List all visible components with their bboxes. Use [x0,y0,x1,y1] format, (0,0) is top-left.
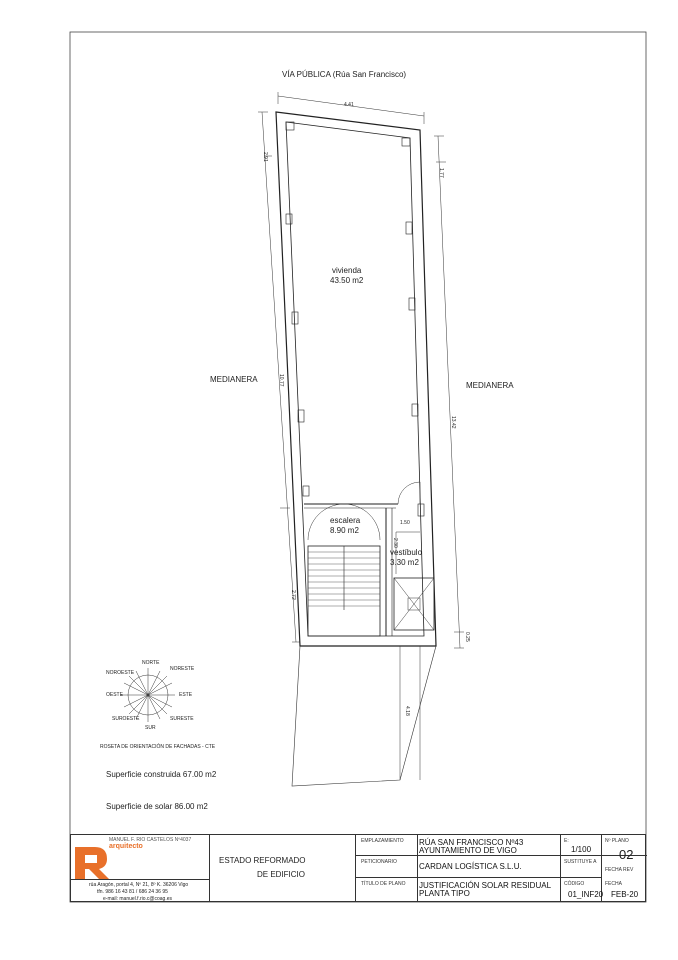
escala-value: 1/100 [571,845,592,854]
dimension-line-right [438,136,460,648]
plot-outline [292,646,436,786]
address-line3: e-mail: manuel.f.rio.c@coag.es [103,896,172,902]
titulo-line1: JUSTIFICACIÓN SOLAR RESIDUAL [419,881,552,890]
street-label: VÍA PÚBLICA (Rúa San Francisco) [282,70,407,79]
codigo-label: CÓDIGO [564,881,585,887]
plano-value: 02 [619,847,634,862]
compass-rose [121,668,175,722]
fecha-label: FECHA [605,881,622,887]
logo-mark [73,845,111,879]
surface-plot: Superficie de solar 86.00 m2 [106,802,208,811]
plano-label: Nº PLANO [605,838,629,844]
dim-left-lower: 2.72 [290,590,296,600]
dim-left-upper: 2.91 [262,152,268,162]
dim-right-upper: 1.77 [438,168,444,178]
dim-vestibulo-height: 2.30 [392,538,398,548]
dim-vestibulo-width: 1.50 [400,520,410,526]
codigo-value: 01_INF20 [568,890,604,899]
room-escalera-area: 8.90 m2 [330,526,359,535]
medianera-right: MEDIANERA [466,381,514,390]
door-swing-vivienda [398,482,420,504]
room-escalera-name: escalera [330,516,361,525]
compass-west: OESTE [106,692,123,698]
room-vivienda-area: 43.50 m2 [330,276,364,285]
state-line1: ESTADO REFORMADO [219,856,306,865]
peticionario-value: CARDAN LOGÍSTICA S.L.U. [419,862,522,871]
fecha-rev-label: FECHA REV [605,867,634,873]
escala-label: E: [564,838,569,844]
sustituye-label: SUSTITUYE A [564,859,597,865]
address-line2: tfn. 986 16 43 81 / 686 24 36 95 [97,889,168,895]
dim-left-main: 10.77 [278,374,284,387]
emplazamiento-line1: RÚA SAN FRANCISCO Nº43 [419,838,524,847]
medianera-left: MEDIANERA [210,375,258,384]
compass-southeast: SURESTE [170,716,194,722]
dim-right-yard: 4.18 [404,706,410,716]
emplazamiento-label: EMPLAZAMIENTO [361,838,404,844]
surface-built: Superficie construida 67.00 m2 [106,770,217,779]
compass-northeast: NORESTE [170,666,195,672]
peticionario-label: PETICIONARIO [361,859,397,865]
compass-southwest: SUROESTE [112,716,140,722]
dim-top-width: 4.41 [344,102,354,108]
dim-right-small: 0.25 [464,632,470,642]
architect-name: MANUEL F. RIO CASTELOS Nº4037 [109,837,192,843]
titulo-label: TÍTULO DE PLANO [361,881,406,887]
dim-right-main: 13.42 [450,416,456,429]
fecha-value: FEB-20 [611,890,639,899]
room-vivienda-name: vivienda [332,266,362,275]
architect-role: arquitecto [109,843,143,850]
room-vestibulo-name: vestíbulo [390,548,423,557]
architect-logo [73,845,111,879]
emplazamiento-line2: AYUNTAMIENTO DE VIGO [419,846,517,855]
room-vestibulo-area: 3.30 m2 [390,558,419,567]
titulo-line2: PLANTA TIPO [419,889,470,898]
compass-south: SUR [145,725,156,731]
title-block [70,834,646,902]
address-line1: rúa Aragón, portal 4, Nº 21, 8º K. 36206 Vigo [89,882,189,888]
compass-northwest: NOROESTE [106,670,135,676]
compass-north: NORTE [142,660,160,666]
state-line2: DE EDIFICIO [257,870,306,879]
compass-east: ESTE [179,692,193,698]
compass-caption: ROSETA DE ORIENTACIÓN DE FACHADAS - CTE [100,744,216,750]
